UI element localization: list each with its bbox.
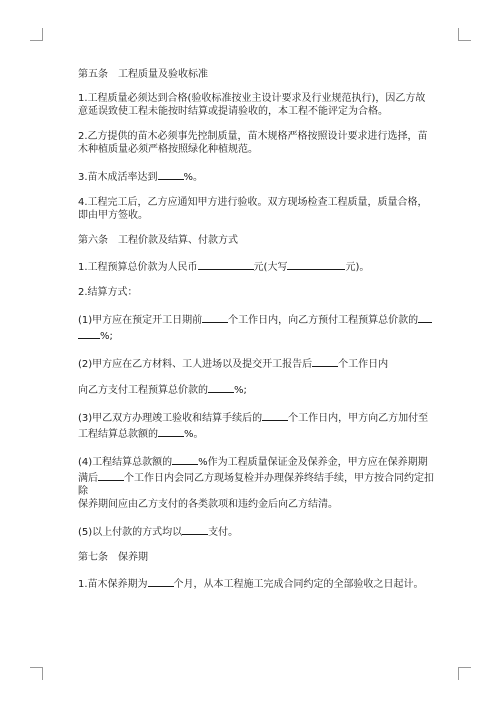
text: (4)工程结算总款额的	[78, 457, 173, 468]
text: 个工作日内	[338, 359, 389, 370]
text: 个工作日内，甲方向乙方加付至	[288, 413, 429, 424]
blank-field[interactable]	[98, 469, 124, 481]
crop-mark-bottom-right	[458, 667, 471, 680]
text: %。	[184, 429, 204, 440]
settlement-item-2	[78, 355, 438, 397]
article6-clause2: 2.结算方式：	[78, 287, 138, 298]
text: (3)甲乙双方办理竣工验收和结算手续后的	[78, 413, 263, 424]
blank-field[interactable]	[78, 327, 100, 339]
blank-field[interactable]	[172, 453, 198, 465]
blank-field[interactable]	[202, 311, 228, 323]
line	[78, 355, 438, 371]
line	[78, 469, 438, 498]
blank-field[interactable]	[148, 575, 174, 587]
line	[78, 453, 438, 469]
line	[78, 311, 438, 327]
crop-mark-bottom-left	[30, 667, 43, 680]
article7-title: 第七条 保养期	[78, 552, 148, 563]
blank-field[interactable]	[262, 409, 288, 421]
text: 支付。	[208, 527, 239, 538]
text: 元)。	[345, 262, 370, 273]
text: 1.苗木保养期为	[78, 579, 148, 590]
blank-field[interactable]	[158, 168, 184, 180]
settlement-item-5	[78, 523, 438, 539]
text: (5)以上付款的方式均以	[78, 527, 183, 538]
blank-field[interactable]	[158, 425, 184, 437]
line	[78, 327, 438, 343]
blank-field[interactable]	[418, 311, 432, 323]
blank-field[interactable]	[312, 355, 338, 367]
blank-field[interactable]	[198, 258, 254, 270]
line: 保养期间应由乙方支付的各类款项和违约金后向乙方结清。	[78, 499, 338, 510]
blank-field[interactable]	[287, 258, 345, 270]
line: 2.乙方提供的苗木必须事先控制质量，苗木规格严格按照设计要求进行选择，苗	[78, 131, 428, 142]
line: 意延误致使工程未能按时结算或提请验收的，本工程不能评定为合格。	[78, 106, 388, 117]
line	[78, 381, 438, 397]
line: 4.工程完工后，乙方应通知甲方进行验收。双方现场检查工程质量，质量合格，	[78, 197, 428, 208]
line: 木种植质量必须严格按照绿化种植规范。	[78, 144, 258, 155]
article6-clause1	[78, 258, 438, 274]
text: 个工作日内会同乙方现场复检并办理保养终结手续，甲方按合同约定扣除	[78, 473, 434, 497]
text: 个月，从本工程施工完成合同约定的全部验收之日起计。	[173, 579, 424, 590]
text: (2)甲方应在乙方材料、工人进场以及提交开工报告后	[78, 359, 313, 370]
blank-field[interactable]	[208, 381, 234, 393]
crop-mark-top-right	[458, 28, 471, 41]
text: %;	[100, 331, 113, 342]
text: 元(大写	[253, 262, 288, 273]
text: %作为工程质量保证金及保养金，甲方应在保养期期	[198, 457, 428, 468]
settlement-item-4	[78, 453, 438, 511]
text: (1)甲方应在预定开工日期前	[78, 315, 203, 326]
line: 1.工程质量必须达到合格(验收标准按业主设计要求及行业规范执行)，因乙方故	[78, 93, 426, 104]
blank-field[interactable]	[182, 523, 208, 535]
text: 满后	[78, 473, 98, 484]
text: 3.苗木成活率达到	[78, 172, 158, 183]
crop-mark-top-left	[30, 28, 43, 41]
article5-clause2	[78, 130, 438, 156]
article7-clause1	[78, 575, 438, 591]
line	[78, 425, 438, 441]
article5-clause3	[78, 168, 438, 184]
text: 1.工程预算总价款为人民币	[78, 262, 198, 273]
text: %;	[234, 385, 247, 396]
article5-title: 第五条 工程质量及验收标准	[78, 69, 208, 80]
settlement-item-1	[78, 311, 438, 343]
text: 工程结算总款额的	[78, 429, 158, 440]
article5-clause1	[78, 92, 438, 118]
document-body	[78, 68, 438, 603]
text: 向乙方支付工程预算总价款的	[78, 385, 208, 396]
text: %。	[183, 172, 204, 183]
line	[78, 409, 438, 425]
article5-clause4	[78, 196, 438, 222]
text: 个工作日内，向乙方预付工程预算总价款的	[228, 315, 419, 326]
article6-title: 第六条 工程价款及结算、付款方式	[78, 235, 238, 246]
line: 即由甲方签收。	[78, 210, 148, 221]
settlement-item-3	[78, 409, 438, 441]
